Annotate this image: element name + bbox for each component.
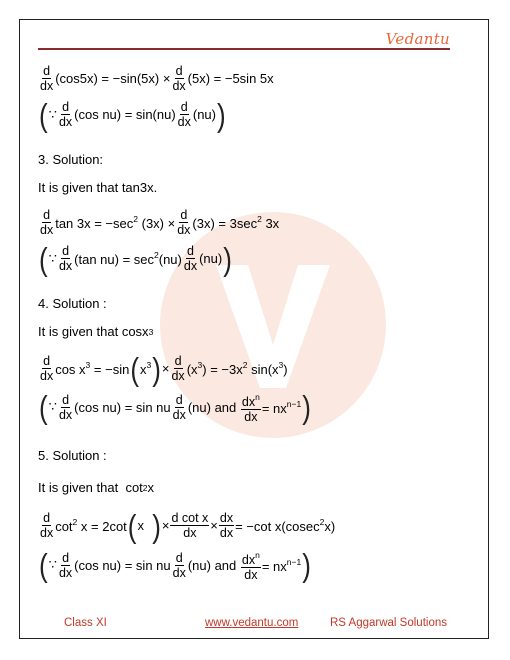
derivative-fraction: $\frac{d}{dx}$ [183, 244, 198, 273]
section-4-given: It is given that cosx 3 [38, 324, 154, 339]
section-4-heading: 4. Solution : [38, 296, 107, 311]
derivative-fraction: $\frac{d}{dx}$ [171, 354, 185, 383]
section-3-given: It is given that tan3x. [38, 180, 158, 195]
derivative-fraction: $\frac{d}{dx}$ [58, 100, 73, 129]
derivative-fraction: $\frac{d}{dx}$ [58, 392, 73, 422]
header-rule [38, 48, 450, 50]
section-3-heading: 3. Solution: [38, 152, 104, 167]
derivative-fraction: $\frac{\text{d cot x}}{dx}$ [171, 511, 209, 540]
equation-line-6: ( ∵ $\frac{d}{dx}$ (cos nu) = sin nu $\frac{d}{dx}$ (nu) and $\frac{dx^n}{dx}$ = $nx^{n-1}$ ) [39, 388, 311, 426]
equation-line-3: $\frac{d}{dx}$ $\tan 3x = -\sec^2$ (3x) × $\frac{d}{dx}$ $(3x) = 3\sec^2$ 3x [40, 208, 280, 237]
vedantu-logo: Vedantu [385, 30, 450, 48]
derivative-fraction: $\frac{d}{dx}$ [40, 64, 54, 93]
derivative-fraction: $\frac{d}{dx}$ [40, 511, 54, 540]
derivative-fraction: $\frac{d}{dx}$ [177, 100, 191, 129]
footer-website-link[interactable]: www.vedantu.com [205, 617, 299, 629]
derivative-fraction: $\frac{d}{dx}$ [172, 550, 186, 580]
derivative-fraction: $\frac{d}{dx}$ [58, 550, 73, 580]
equation-line-8: ( ∵ $\frac{d}{dx}$ (cos nu) = sin nu $\frac{d}{dx}$ (nu) and $\frac{dx^n}{dx}$ = $nx^{n-1}$ ) [39, 546, 311, 584]
equation-line-4: ( ∵ $\frac{d}{dx}$ (tan $nu) = \sec^2(nu)$ $\frac{d}{dx}$ (nu) ) [39, 239, 232, 278]
footer-class: Class XI [64, 617, 107, 629]
derivative-fraction: $\frac{d}{dx}$ [40, 354, 54, 383]
equation-line-2: ( ∵ $\frac{d}{dx}$ (cos nu) = sin(nu) $\frac{d}{dx}$ (nu) ) [39, 95, 226, 134]
derivative-fraction: $\frac{d}{dx}$ [172, 392, 186, 422]
derivative-fraction: $\frac{d}{dx}$ [40, 208, 54, 237]
footer-series: RS Aggarwal Solutions [330, 617, 447, 629]
equation-line-5: $\frac{d}{dx}$ $\cos x^3 = -\sin$ ( $x^3$ ) × $\frac{d}{dx}$ $(x^3) = -3x^2$ $\sin(x^3)$ [40, 349, 288, 388]
derivative-fraction: $\frac{d}{dx}$ [172, 64, 186, 93]
derivative-fraction: $\frac{d}{dx}$ [58, 244, 73, 273]
derivative-fraction: $\frac{d}{dx}$ [177, 208, 191, 237]
power-rule-fraction: $\frac{dx^n}{dx}$ [241, 392, 260, 424]
section-5-heading: 5. Solution : [38, 448, 107, 463]
power-rule-fraction: $\frac{dx^n}{dx}$ [241, 550, 260, 582]
equation-line-1: $\frac{d}{dx}$ (cos5x) = −sin(5x) × $\frac{d}{dx}$ (5x) = −5sin 5x [40, 64, 274, 93]
derivative-fraction: $\frac{dx}{dx}$ [219, 511, 234, 540]
equation-line-7: $\frac{d}{dx}$ $\cot^2 x = 2\cot$ ( x ) × $\frac{\text{d cot x}}{dx}$ × $\frac{dx}{dx}$ = −cot x(cosec$^2$x) [40, 506, 336, 545]
section-5-given: It is given that cot 2 x [38, 480, 155, 495]
